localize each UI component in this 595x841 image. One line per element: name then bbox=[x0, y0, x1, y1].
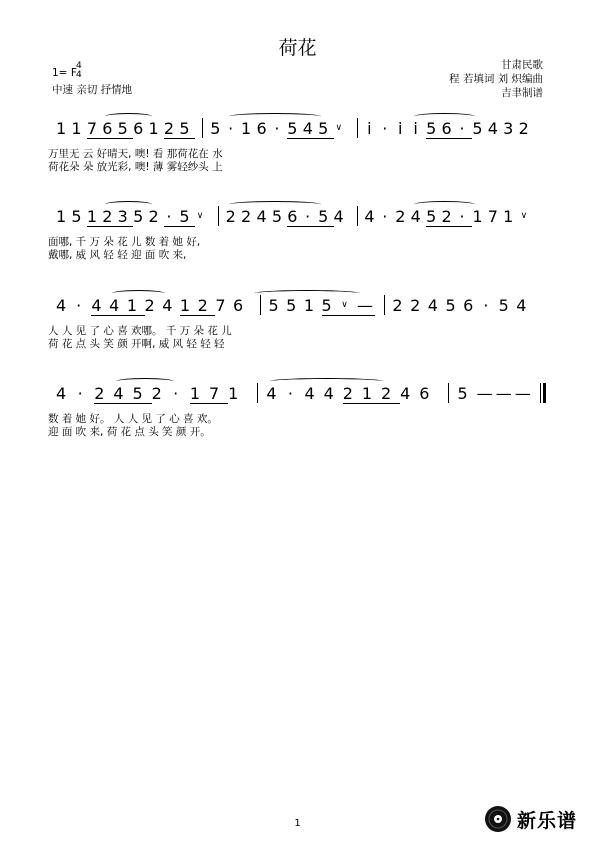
breath-mark: ∨ bbox=[335, 123, 343, 133]
tempo-marking: 中速 亲切 抒情地 bbox=[52, 84, 133, 96]
slur bbox=[269, 378, 384, 385]
score-line bbox=[48, 118, 546, 196]
note: 5 bbox=[457, 384, 468, 403]
slur bbox=[105, 113, 151, 120]
note: 4 bbox=[410, 207, 421, 226]
vinyl-record-icon bbox=[484, 805, 512, 833]
note: · bbox=[173, 384, 179, 403]
note: 4 bbox=[516, 296, 527, 315]
note: 5 bbox=[133, 207, 144, 226]
bar-line bbox=[540, 383, 541, 403]
note: 5 bbox=[268, 296, 279, 315]
beam-underline bbox=[87, 226, 133, 227]
beam-underline bbox=[426, 226, 472, 227]
beam-underline bbox=[87, 138, 133, 139]
note: 6 bbox=[287, 207, 298, 226]
time-signature-top: 4 bbox=[76, 61, 82, 71]
beam-underline bbox=[94, 403, 151, 404]
lyrics-verse-2: 戴哪, 威 风 轻 轻 迎 面 吹 来, bbox=[48, 249, 187, 261]
note: 1 bbox=[86, 207, 98, 226]
note: 2 bbox=[241, 207, 252, 226]
note: 6 bbox=[102, 119, 113, 138]
note: · bbox=[483, 296, 489, 315]
logo-text: 新乐谱 bbox=[516, 809, 577, 832]
note: — bbox=[476, 384, 493, 403]
slur bbox=[414, 201, 476, 208]
credit-origin: 甘肃民歌 bbox=[501, 59, 543, 71]
note: 1 bbox=[503, 207, 514, 226]
slur bbox=[229, 113, 322, 120]
note: 5 bbox=[445, 296, 456, 315]
note: 2 bbox=[518, 119, 529, 138]
note: 5 bbox=[271, 207, 283, 226]
note: 2 bbox=[410, 296, 421, 315]
note: 7 bbox=[208, 384, 220, 403]
note: 5 bbox=[426, 119, 437, 138]
score-line bbox=[48, 295, 546, 373]
note: 1 bbox=[472, 207, 483, 226]
note: 2 bbox=[197, 296, 208, 315]
slur bbox=[112, 290, 165, 297]
note: · bbox=[77, 384, 83, 403]
note: 5 bbox=[318, 119, 329, 138]
note: 5 bbox=[179, 207, 190, 226]
slur bbox=[414, 113, 476, 120]
note: 4 bbox=[302, 119, 313, 138]
note: 1 bbox=[56, 119, 67, 138]
note: 1 bbox=[148, 119, 159, 138]
beam-underline bbox=[190, 403, 228, 404]
note: · bbox=[459, 207, 465, 226]
note: 4 bbox=[487, 119, 498, 138]
note: 2 bbox=[392, 296, 403, 315]
slur bbox=[116, 378, 173, 385]
note: — bbox=[514, 384, 531, 403]
note: 1 bbox=[56, 207, 67, 226]
note: 2 bbox=[94, 384, 105, 403]
lyrics-verse-2: 荷花朵 朵 放光彩, 噢! 薄 雾轻纱头 上 bbox=[48, 161, 223, 173]
page-number: 1 bbox=[294, 818, 301, 829]
note: · bbox=[305, 207, 311, 226]
note: 1 bbox=[228, 384, 239, 403]
note: 1 bbox=[303, 296, 315, 315]
beam-underline bbox=[164, 226, 195, 227]
note: 7 bbox=[86, 119, 98, 138]
note: — bbox=[356, 296, 373, 315]
note: 4 bbox=[109, 296, 120, 315]
beam-underline bbox=[287, 226, 333, 227]
note: 1 bbox=[241, 119, 252, 138]
bar-line bbox=[357, 118, 358, 138]
note: 5 bbox=[472, 119, 483, 138]
note: 4 bbox=[56, 296, 67, 315]
bar-line bbox=[448, 383, 449, 403]
breath-mark: ∨ bbox=[520, 211, 528, 221]
note: · bbox=[382, 207, 388, 226]
score-line bbox=[48, 206, 546, 284]
credits bbox=[449, 58, 543, 100]
note: 2 bbox=[102, 207, 113, 226]
bar-line bbox=[218, 206, 219, 226]
note: 2 bbox=[342, 384, 353, 403]
note: 2 bbox=[163, 119, 175, 138]
note: 5 bbox=[426, 207, 437, 226]
bar-line bbox=[202, 118, 203, 138]
bar-line bbox=[357, 206, 358, 226]
note: 6 bbox=[133, 119, 144, 138]
note: 4 bbox=[400, 384, 411, 403]
slur bbox=[105, 201, 151, 208]
slur bbox=[254, 290, 360, 297]
note: 4 bbox=[56, 384, 67, 403]
note: 2 bbox=[441, 207, 452, 226]
beam-underline bbox=[287, 138, 333, 139]
bar-line bbox=[260, 295, 261, 315]
note: 4 bbox=[364, 207, 375, 226]
note: 1 bbox=[71, 119, 82, 138]
slur bbox=[229, 201, 322, 208]
note: 2 bbox=[395, 207, 406, 226]
note: i bbox=[367, 119, 372, 138]
note: · bbox=[228, 119, 234, 138]
note: 5 bbox=[318, 207, 329, 226]
note: · bbox=[382, 119, 388, 138]
note: 2 bbox=[144, 296, 155, 315]
note: · bbox=[274, 119, 280, 138]
note: 4 bbox=[162, 296, 173, 315]
note: 6 bbox=[256, 119, 267, 138]
final-bar-line bbox=[543, 383, 546, 403]
lyrics-verse-1: 面哪, 千 万 朵 花 儿 数 着 她 好, bbox=[48, 236, 201, 248]
note: 4 bbox=[333, 207, 344, 226]
note: 5 bbox=[286, 296, 297, 315]
beam-underline bbox=[322, 315, 375, 316]
note: 4 bbox=[113, 384, 124, 403]
note: 2 bbox=[151, 384, 162, 403]
note: · bbox=[459, 119, 465, 138]
note: 7 bbox=[215, 296, 226, 315]
note: 4 bbox=[256, 207, 267, 226]
beam-underline bbox=[164, 138, 195, 139]
note: 5 bbox=[210, 119, 221, 138]
lyrics-verse-2: 荷 花 点 头 笑 颜 开啊, 威 风 轻 轻 轻 bbox=[48, 338, 225, 350]
note: 5 bbox=[321, 296, 332, 315]
beam-underline bbox=[91, 315, 144, 316]
beam-underline bbox=[426, 138, 472, 139]
song-title: 荷花 bbox=[278, 37, 317, 59]
note: 2 bbox=[225, 207, 236, 226]
note: 6 bbox=[233, 296, 244, 315]
note: 7 bbox=[487, 207, 498, 226]
lyrics-verse-1: 万里无 云 好晴天, 噢! 看 那荷花在 水 bbox=[48, 148, 223, 160]
note: · bbox=[287, 384, 293, 403]
note: 6 bbox=[419, 384, 430, 403]
note: 1 bbox=[361, 384, 373, 403]
note: 2 bbox=[381, 384, 392, 403]
note: 3 bbox=[503, 119, 514, 138]
note: i bbox=[413, 119, 418, 138]
breath-mark: ∨ bbox=[341, 300, 348, 310]
note: 5 bbox=[71, 207, 82, 226]
score-line bbox=[48, 383, 546, 461]
note: 4 bbox=[323, 384, 334, 403]
note: 6 bbox=[441, 119, 452, 138]
note: 1 bbox=[179, 296, 191, 315]
note: 5 bbox=[132, 384, 143, 403]
note: 4 bbox=[266, 384, 277, 403]
bar-line bbox=[384, 295, 385, 315]
note: 3 bbox=[117, 207, 128, 226]
lyrics-verse-1: 人 人 见 了 心 喜 欢哪。 千 万 朵 花 儿 bbox=[48, 325, 232, 337]
time-signature bbox=[76, 62, 82, 80]
site-logo bbox=[484, 805, 577, 833]
beam-underline bbox=[343, 403, 400, 404]
note: — bbox=[495, 384, 512, 403]
credit-lyricist-arranger: 程 若填词 刘 炽编曲 bbox=[448, 73, 543, 85]
time-signature-bottom: 4 bbox=[76, 70, 82, 80]
note: 6 bbox=[463, 296, 474, 315]
beam-underline bbox=[180, 315, 215, 316]
note: 4 bbox=[91, 296, 102, 315]
lyrics-verse-1: 数 着 她 好。 人 人 见 了 心 喜 欢。 bbox=[48, 413, 218, 425]
note: · bbox=[166, 207, 172, 226]
key-signature: 1= F bbox=[52, 67, 77, 79]
note: 5 bbox=[117, 119, 128, 138]
note: 2 bbox=[148, 207, 159, 226]
note: 5 bbox=[287, 119, 298, 138]
bar-line bbox=[257, 383, 258, 403]
note: 5 bbox=[498, 296, 509, 315]
credit-transcriber: 吉聿制谱 bbox=[501, 87, 543, 99]
note: 1 bbox=[126, 296, 137, 315]
note: 4 bbox=[427, 296, 438, 315]
note: 4 bbox=[304, 384, 315, 403]
note: 1 bbox=[189, 384, 201, 403]
lyrics-verse-2: 迎 面 吹 来, 荷 花 点 头 笑 颜 开。 bbox=[48, 426, 211, 438]
note: 5 bbox=[179, 119, 190, 138]
note: i bbox=[397, 119, 403, 138]
breath-mark: ∨ bbox=[196, 211, 204, 221]
note: · bbox=[76, 296, 82, 315]
